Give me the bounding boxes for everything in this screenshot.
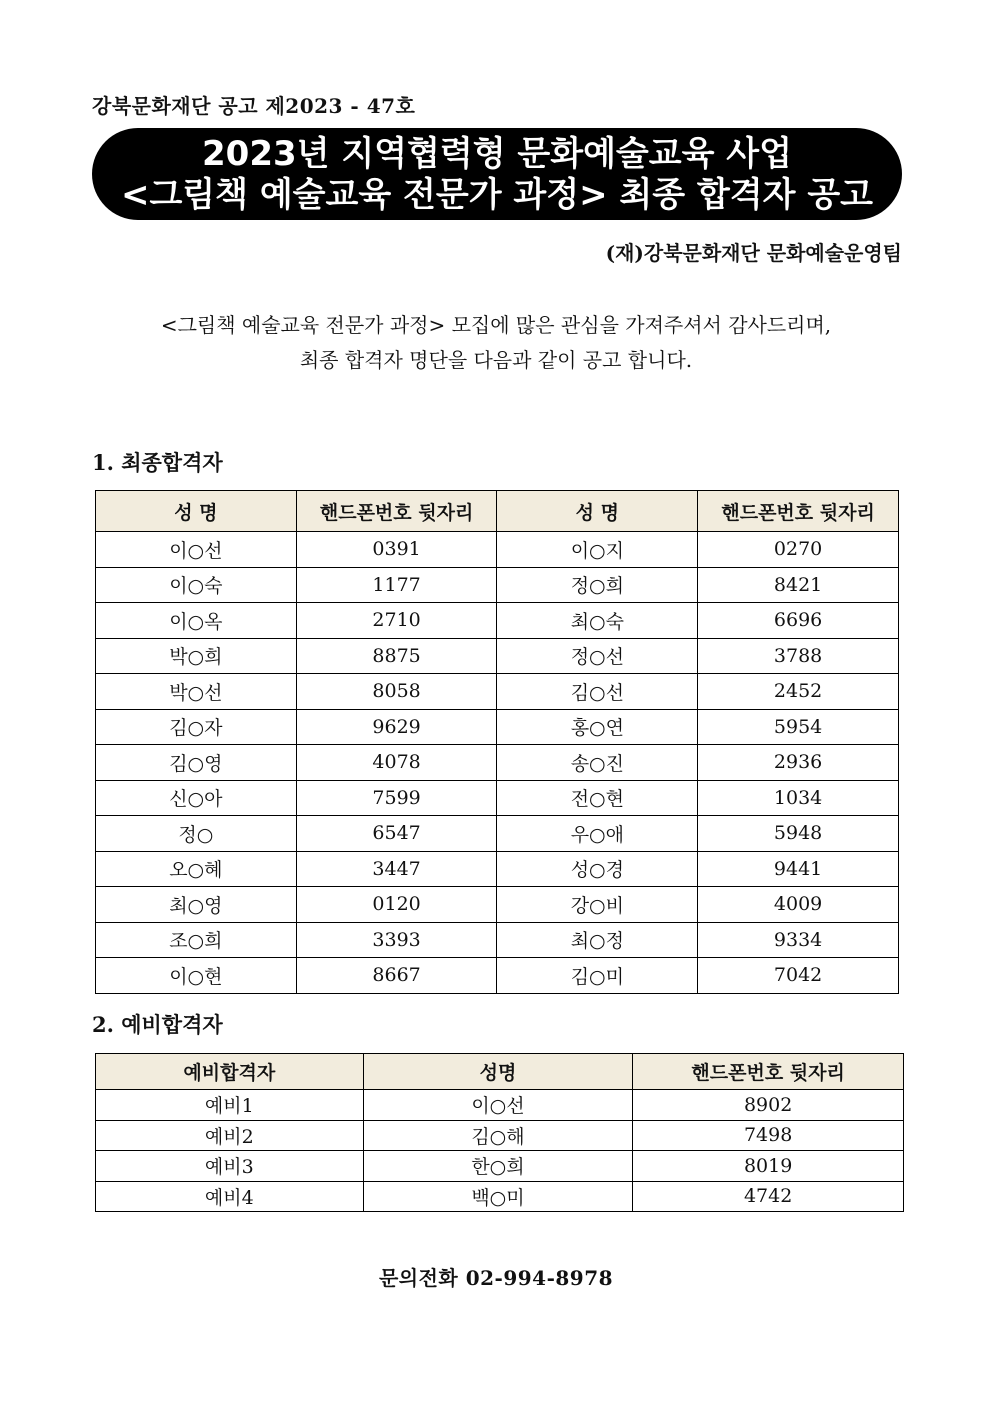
table-cell: 이○현 <box>96 958 297 994</box>
intro-line-1: <그림책 예술교육 전문가 과정> 모집에 많은 관심을 가져주셔서 감사드리며, <box>160 313 832 337</box>
table-cell: 최○정 <box>497 922 698 958</box>
table-row <box>96 603 899 639</box>
column-header: 성 명 <box>497 491 698 532</box>
table-row <box>96 1181 904 1212</box>
table-cell: 이○선 <box>363 1090 633 1121</box>
column-header: 핸드폰번호 뒷자리 <box>633 1054 904 1090</box>
banner-title-line2: <그림책 예술교육 전문가 과정> 최종 합격자 공고 <box>120 175 874 215</box>
section1-title: 1. 최종합격자 <box>92 450 223 475</box>
table-cell: 홍○연 <box>497 709 698 745</box>
final-passers-table <box>95 490 899 994</box>
table-cell: 8058 <box>296 674 497 710</box>
table-cell: 이○지 <box>497 532 698 568</box>
table-cell: 1034 <box>698 780 899 816</box>
column-header: 성명 <box>363 1054 633 1090</box>
table-row <box>96 745 899 781</box>
table-cell: 김○영 <box>96 745 297 781</box>
table-cell: 4742 <box>633 1181 904 1212</box>
table-cell: 정○희 <box>497 567 698 603</box>
table-cell: 0270 <box>698 532 899 568</box>
table-row <box>96 816 899 852</box>
table-row <box>96 638 899 674</box>
table-cell: 김○해 <box>363 1120 633 1151</box>
table-row <box>96 567 899 603</box>
table-row <box>96 674 899 710</box>
table-cell: 1177 <box>296 567 497 603</box>
table-row <box>96 532 899 568</box>
table-cell: 2710 <box>296 603 497 639</box>
table-cell: 이○선 <box>96 532 297 568</box>
reserve-passers-table <box>95 1053 904 1212</box>
table-cell: 6547 <box>296 816 497 852</box>
table-row <box>96 922 899 958</box>
notice-number: 강북문화재단 공고 제2023 - 47호 <box>92 94 416 118</box>
table-cell: 조○희 <box>96 922 297 958</box>
table-cell: 3447 <box>296 851 497 887</box>
table-cell: 3788 <box>698 638 899 674</box>
table-cell: 3393 <box>296 922 497 958</box>
table-cell: 박○희 <box>96 638 297 674</box>
table-cell: 4078 <box>296 745 497 781</box>
table-cell: 9334 <box>698 922 899 958</box>
table-cell: 8902 <box>633 1090 904 1121</box>
table-cell: 박○선 <box>96 674 297 710</box>
table-cell: 강○비 <box>497 887 698 923</box>
table-cell: 백○미 <box>363 1181 633 1212</box>
table-cell: 0120 <box>296 887 497 923</box>
table-cell: 5948 <box>698 816 899 852</box>
table-cell: 김○선 <box>497 674 698 710</box>
table-cell: 예비1 <box>96 1090 364 1121</box>
table-cell: 한○희 <box>363 1151 633 1182</box>
table-cell: 전○현 <box>497 780 698 816</box>
table-header-row <box>96 1054 904 1090</box>
column-header: 핸드폰번호 뒷자리 <box>698 491 899 532</box>
column-header: 성 명 <box>96 491 297 532</box>
section2-title: 2. 예비합격자 <box>92 1012 223 1037</box>
table-cell: 최○영 <box>96 887 297 923</box>
table-cell: 송○진 <box>497 745 698 781</box>
title-banner <box>92 128 902 220</box>
table-cell: 이○옥 <box>96 603 297 639</box>
table-cell: 7498 <box>633 1120 904 1151</box>
table-row <box>96 887 899 923</box>
table-header-row <box>96 491 899 532</box>
table-row <box>96 851 899 887</box>
table-cell: 정○ <box>96 816 297 852</box>
table-cell: 2452 <box>698 674 899 710</box>
contact-phone: 문의전화 02-994-8978 <box>378 1266 614 1290</box>
column-header: 핸드폰번호 뒷자리 <box>296 491 497 532</box>
table-cell: 9441 <box>698 851 899 887</box>
table-cell: 예비2 <box>96 1120 364 1151</box>
table-row <box>96 1090 904 1121</box>
table-cell: 성○경 <box>497 851 698 887</box>
table-cell: 8421 <box>698 567 899 603</box>
table-cell: 4009 <box>698 887 899 923</box>
banner-title-line1: 2023년 지역협력형 문화예술교육 사업 <box>202 134 792 174</box>
table-row <box>96 958 899 994</box>
table-cell: 7042 <box>698 958 899 994</box>
table-cell: 6696 <box>698 603 899 639</box>
table-cell: 0391 <box>296 532 497 568</box>
column-header: 예비합격자 <box>96 1054 364 1090</box>
table-cell: 김○자 <box>96 709 297 745</box>
table-cell: 예비3 <box>96 1151 364 1182</box>
intro-line-2: 최종 합격자 명단을 다음과 같이 공고 합니다. <box>299 348 693 372</box>
table-cell: 5954 <box>698 709 899 745</box>
table-cell: 7599 <box>296 780 497 816</box>
table-cell: 8019 <box>633 1151 904 1182</box>
table-cell: 김○미 <box>497 958 698 994</box>
table-cell: 신○아 <box>96 780 297 816</box>
table-row <box>96 1151 904 1182</box>
table-row <box>96 780 899 816</box>
table-cell: 정○선 <box>497 638 698 674</box>
table-cell: 8875 <box>296 638 497 674</box>
table-cell: 최○숙 <box>497 603 698 639</box>
table-cell: 예비4 <box>96 1181 364 1212</box>
table-cell: 우○애 <box>497 816 698 852</box>
table-row <box>96 1120 904 1151</box>
table-cell: 9629 <box>296 709 497 745</box>
organization-name: (재)강북문화재단 문화예술운영팀 <box>605 241 902 265</box>
table-cell: 2936 <box>698 745 899 781</box>
table-cell: 8667 <box>296 958 497 994</box>
table-row <box>96 709 899 745</box>
table-cell: 이○숙 <box>96 567 297 603</box>
table-cell: 오○혜 <box>96 851 297 887</box>
